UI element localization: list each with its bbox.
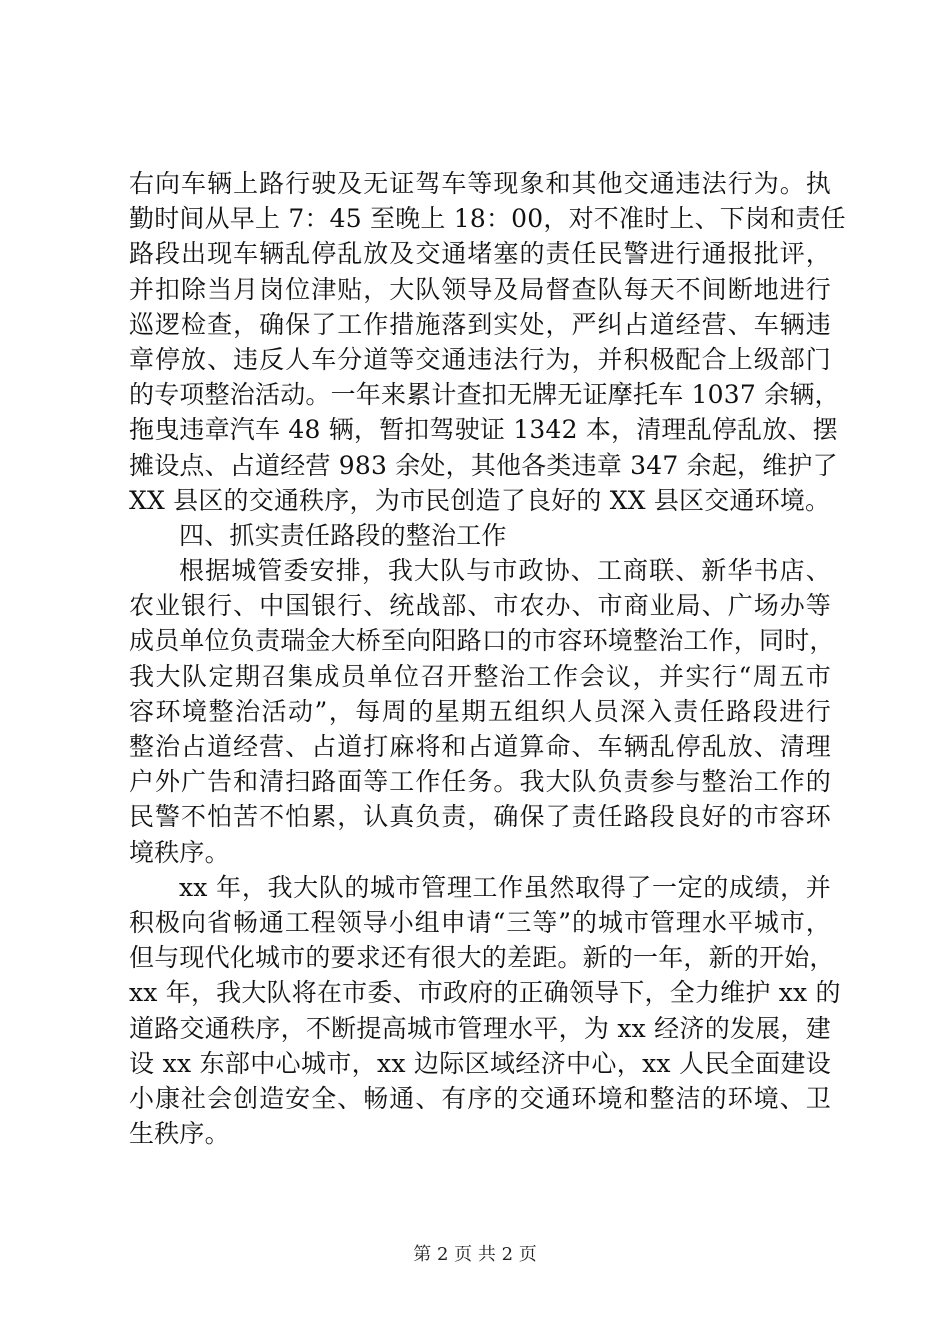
text-line: 境秩序。 bbox=[129, 837, 230, 867]
text-line: 整治占道经营、占道打麻将和占道算命、车辆乱停乱放、清理 bbox=[129, 732, 831, 761]
text-line: 农业银行、中国银行、统战部、市农办、市商业局、广场办等 bbox=[129, 591, 831, 621]
document-body bbox=[129, 166, 846, 1151]
page-number-footer: 第 2 页 共 2 页 bbox=[413, 1244, 537, 1265]
text-line: 生秩序。 bbox=[129, 1119, 230, 1149]
text-line: 成员单位负责瑞金大桥至向阳路口的市容环境整治工作，同时， bbox=[129, 626, 835, 656]
section-heading: 四、抓实责任路段的整治工作 bbox=[179, 520, 507, 550]
text-line: 的专项整治活动。一年来累计查扣无牌无证摩托车 1037 余辆， bbox=[129, 380, 840, 410]
text-line: xx 年，我大队将在市委、市政府的正确领导下，全力维护 xx 的 bbox=[129, 978, 841, 1008]
text-line: 路段出现车辆乱停乱放及交通堵塞的责任民警进行通报批评， bbox=[129, 239, 831, 269]
text-line: 勤时间从早上 7：45 至晚上 18：00，对不准时上、下岗和责任 bbox=[129, 204, 846, 234]
text-line: 章停放、违反人车分道等交通违法行为，并积极配合上级部门 bbox=[129, 344, 831, 374]
text-line: 民警不怕苦不怕累，认真负责，确保了责任路段良好的市容环 bbox=[129, 802, 831, 832]
text-line: 道路交通秩序，不断提高城市管理水平，为 xx 经济的发展，建 bbox=[129, 1013, 831, 1043]
text-line: 并扣除当月岗位津贴，大队领导及局督查队每天不间断地进行 bbox=[129, 274, 831, 304]
text-line: 但与现代化城市的要求还有很大的差距。新的一年，新的开始， bbox=[129, 943, 835, 973]
text-line: 户外广告和清扫路面等工作任务。我大队负责参与整治工作的 bbox=[129, 767, 831, 797]
text-line: 根据城管委安排，我大队与市政协、工商联、新华书店、 bbox=[179, 556, 831, 586]
text-line: 我大队定期召集成员单位召开整治工作会议，并实行“周五市 bbox=[129, 661, 831, 691]
text-line: 设 xx 东部中心城市，xx 边际区域经济中心，xx 人民全面建设 bbox=[129, 1048, 831, 1078]
text-line: 右向车辆上路行驶及无证驾车等现象和其他交通违法行为。执 bbox=[129, 169, 831, 198]
text-line: xx 年，我大队的城市管理工作虽然取得了一定的成绩，并 bbox=[179, 872, 831, 902]
text-line: XX 县区的交通秩序，为市民创造了良好的 XX 县区交通环境。 bbox=[129, 485, 831, 515]
text-line: 摊设点、占道经营 983 余处，其他各类违章 347 余起，维护了 bbox=[129, 450, 838, 480]
text-line: 积极向省畅通工程领导小组申请“三等”的城市管理水平城市， bbox=[129, 907, 831, 937]
text-line: 容环境整治活动”，每周的星期五组织人员深入责任路段进行 bbox=[129, 696, 831, 726]
text-line: 小康社会创造安全、畅通、有序的交通环境和整洁的环境、卫 bbox=[129, 1083, 831, 1113]
text-line: 拖曳违章汽车 48 辆，暂扣驾驶证 1342 本，清理乱停乱放、摆 bbox=[129, 415, 838, 445]
text-line: 巡逻检查，确保了工作措施落到实处，严纠占道经营、车辆违 bbox=[129, 309, 831, 339]
